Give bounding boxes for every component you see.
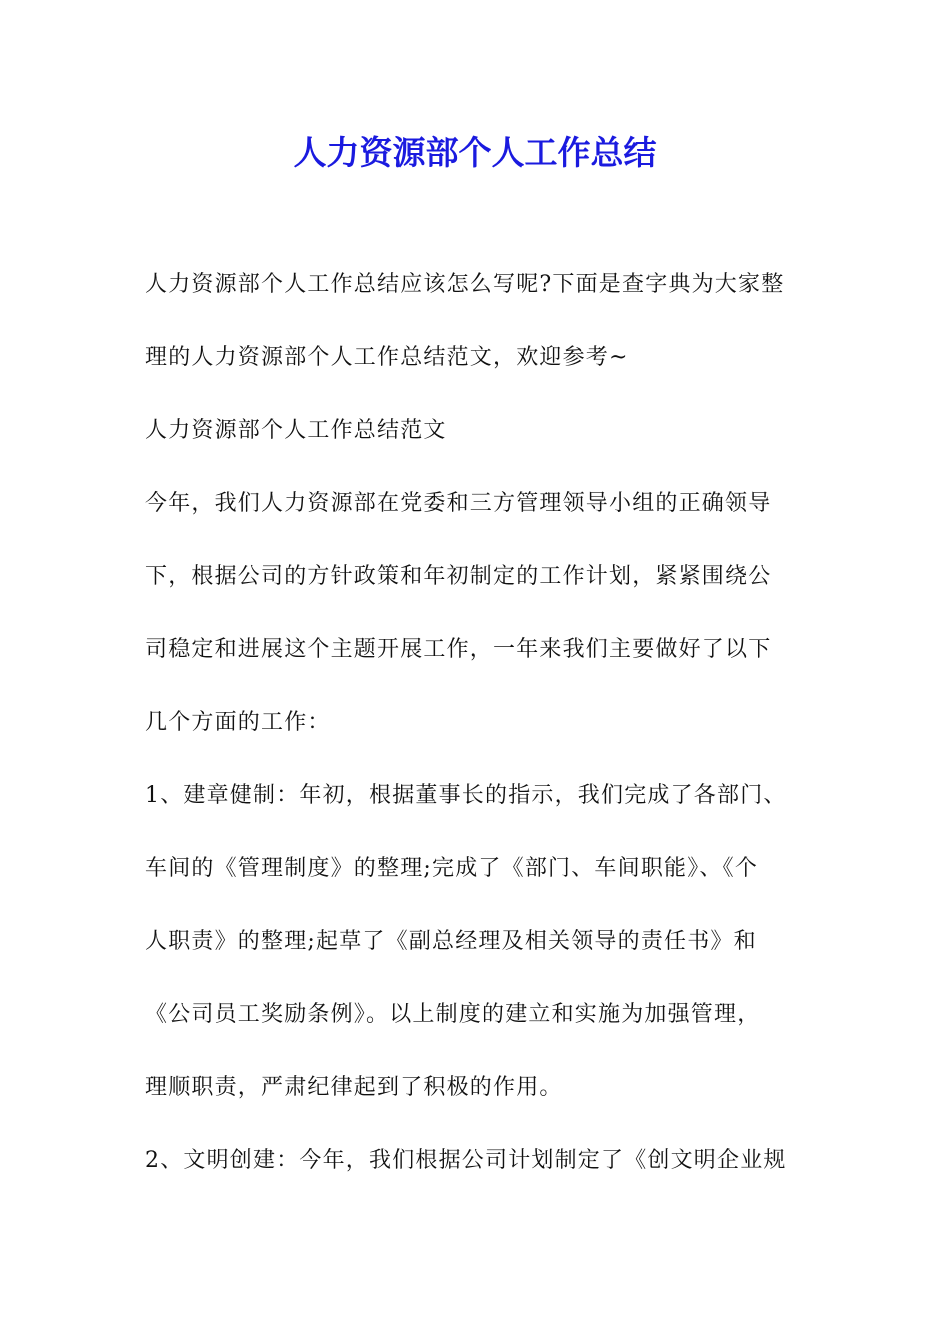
text-line: 几个方面的工作： (145, 710, 331, 735)
text-line: 理顺职责，严肃纪律起到了积极的作用。 (145, 1075, 563, 1100)
text-line: 人职责》的整理;起草了《副总经理及相关领导的责任书》和 (145, 929, 757, 954)
text-line: 下，根据公司的方针政策和年初制定的工作计划，紧紧围绕公 (145, 564, 772, 589)
text-line: 2、文明创建：今年，我们根据公司计划制定了《创文明企业规 (145, 1148, 787, 1173)
text-line: 1、建章健制：年初，根据董事长的指示，我们完成了各部门、 (145, 783, 787, 808)
text-line: 今年，我们人力资源部在党委和三方管理领导小组的正确领导 (145, 491, 772, 516)
section-heading: 人力资源部个人工作总结范文 (145, 418, 447, 443)
text-line: 车间的《管理制度》的整理;完成了《部门、车间职能》、《个 (145, 856, 759, 881)
text-line: 人力资源部个人工作总结应该怎么写呢?下面是查字典为大家整 (145, 272, 785, 297)
text-line: 《公司员工奖励条例》。以上制度的建立和实施为加强管理， (145, 1002, 761, 1027)
document-title: 人力资源部个人工作总结 (293, 133, 657, 172)
document-body (145, 262, 807, 1211)
text-line: 司稳定和进展这个主题开展工作，一年来我们主要做好了以下 (145, 637, 772, 662)
text-line: 理的人力资源部个人工作总结范文，欢迎参考~ (145, 345, 629, 370)
